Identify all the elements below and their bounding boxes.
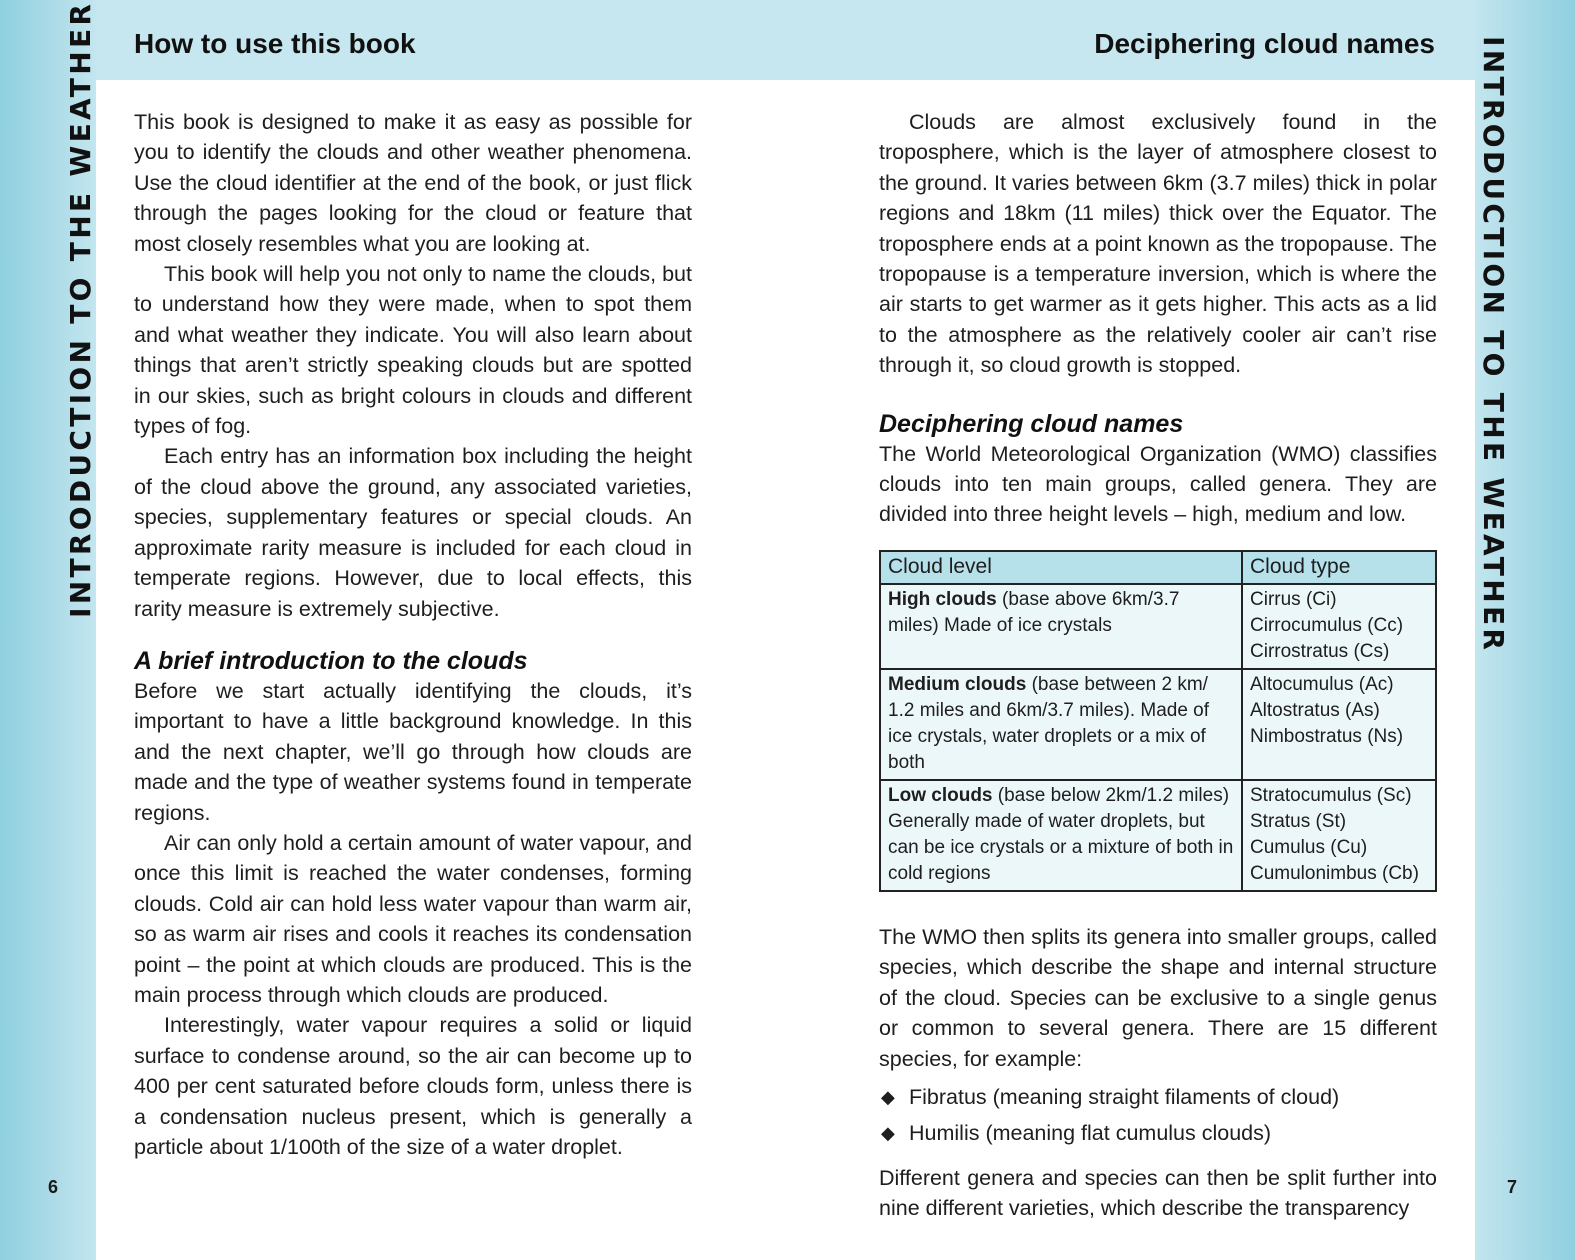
cloud-level-cell [880, 780, 1242, 891]
cloud-type: Stratocumulus (Sc) [1250, 784, 1412, 806]
cloud-level-detail: (base above 6km/3.7 miles) Made of ice crystals [888, 588, 1180, 636]
cloud-type-cell [1242, 669, 1436, 780]
cloud-level-name: High clouds [888, 588, 997, 610]
table-row [880, 669, 1436, 780]
page-number-left: 6 [48, 1177, 59, 1197]
running-head-right: Deciphering cloud names [1094, 28, 1435, 59]
paragraph: Air can only hold a certain amount of water vapour, and once this limit is reached the water condenses, forming clouds. Cold air can hold less water vapour than warm air, so as warm air rises and cools it reaches its condensation point – the point at which clouds are produced. This is the main process through which clouds are produced. [134, 830, 692, 1007]
paragraph: This book will help you not only to name the clouds, but to understand how they were made, when to spot them and what weather they indicate. You will also learn about things that aren’t strictly speaking clouds but are spotted in our skies, such as bright colours in clouds and different types of fog. [134, 262, 692, 439]
paragraph: Different genera and species can then be split further into nine different varieties, which describe the transparency [879, 1165, 1437, 1221]
cloud-type-cell [1242, 780, 1436, 891]
right-page-text [879, 107, 1437, 1224]
paragraph: Clouds are almost exclusively found in the troposphere, which is the layer of atmosphere closest to the ground. It varies between 6km (3.7 miles) thick in polar regions and 18km (11 miles) thick over the Equator. The troposphere ends at a point known as the tropopause. The tropopause is a temperature inversion, which is where the air starts to get warmer as it gets higher. This acts as a lid to the atmosphere as the relatively cooler air can’t rise through it, so cloud growth is stopped. [879, 110, 1437, 378]
list-item [879, 1118, 1437, 1148]
cloud-type: Cumulonimbus (Cb) [1250, 862, 1419, 884]
left-page-text [134, 107, 692, 1162]
table-row [880, 584, 1436, 669]
cloud-level-detail: (base between 2 km/ 1.2 miles and 6km/3.7 miles). Made of ice crystals, water droplets or a mix of both [888, 673, 1210, 773]
subheading: A brief introduction to the clouds [134, 646, 528, 675]
paragraph: Interestingly, water vapour requires a solid or liquid surface to condense around, so the air can become up to 400 per cent saturated before clouds form, unless there is a condensation nucleus present, which is generally a particle about 1/100th of the size of a water droplet. [134, 1013, 692, 1159]
list-item [879, 1082, 1437, 1112]
paragraph: Each entry has an information box including the height of the cloud above the ground, any associated varieties, species, supplementary features or special clouds. An approximate rarity measure is included for each cloud in temperate regions. However, due to local effects, this rarity measure is extremely subjective. [134, 444, 692, 621]
table-header-type: Cloud type [1242, 551, 1436, 584]
page-number-right: 7 [1507, 1177, 1518, 1197]
list-item-text: Humilis (meaning flat cumulus clouds) [909, 1121, 1272, 1146]
cloud-type: Nimbostratus (Ns) [1250, 725, 1404, 747]
cloud-level-detail: (base below 2km/1.2 miles) Generally made of water droplets, but can be ice crystals or a mixture of both in cold regions [888, 784, 1234, 884]
cloud-type: Cumulus (Cu) [1250, 836, 1368, 858]
diamond-bullet-icon: ◆ [881, 1086, 895, 1107]
diamond-bullet-icon: ◆ [881, 1123, 895, 1144]
list-item-text: Fibratus (meaning straight filaments of cloud) [909, 1084, 1340, 1109]
paragraph: The WMO then splits its genera into smaller groups, called species, which describe the shape and internal structure of the cloud. Species can be exclusive to a single genus or common to several genera. There are 15 different species, for example: [879, 924, 1437, 1071]
cloud-level-cell [880, 669, 1242, 780]
table-row [880, 780, 1436, 891]
cloud-type: Altostratus (As) [1250, 699, 1380, 721]
paragraph: The World Meteorological Organization (WMO) classifies clouds into ten main groups, called genera. They are divided into three height levels – high, medium and low. [879, 441, 1437, 527]
cloud-type: Cirrostratus (Cs) [1250, 640, 1390, 662]
cloud-classification-table [879, 550, 1437, 892]
cloud-type: Stratus (St) [1250, 810, 1347, 832]
cloud-type: Altocumulus (Ac) [1250, 673, 1394, 695]
cloud-type: Cirrocumulus (Cc) [1250, 614, 1404, 636]
section-tab-right: INTRODUCTION TO THE WEATHER [1477, 36, 1510, 654]
cloud-level-cell [880, 584, 1242, 669]
cloud-type-cell [1242, 584, 1436, 669]
cloud-type: Cirrus (Ci) [1250, 588, 1337, 610]
running-head-left: How to use this book [134, 28, 416, 59]
cloud-level-name: Medium clouds [888, 673, 1027, 695]
table-header-level: Cloud level [880, 551, 1242, 584]
subheading: Deciphering cloud names [879, 409, 1184, 438]
cloud-level-name: Low clouds [888, 784, 993, 806]
paragraph: This book is designed to make it as easy as possible for you to identify the clouds and other weather phenomena. Use the cloud identifier at the end of the book, or just flick through the pages looking for the cloud or feature that most closely resembles what you are looking at. [134, 110, 692, 256]
species-examples-list [879, 1082, 1437, 1149]
paragraph: Before we start actually identifying the clouds, it’s important to have a little background knowledge. In this and the next chapter, we’ll go through how clouds are made and the type of weather systems found in temperate regions. [134, 678, 692, 825]
section-tab-left: INTRODUCTION TO THE WEATHER [64, 0, 97, 618]
